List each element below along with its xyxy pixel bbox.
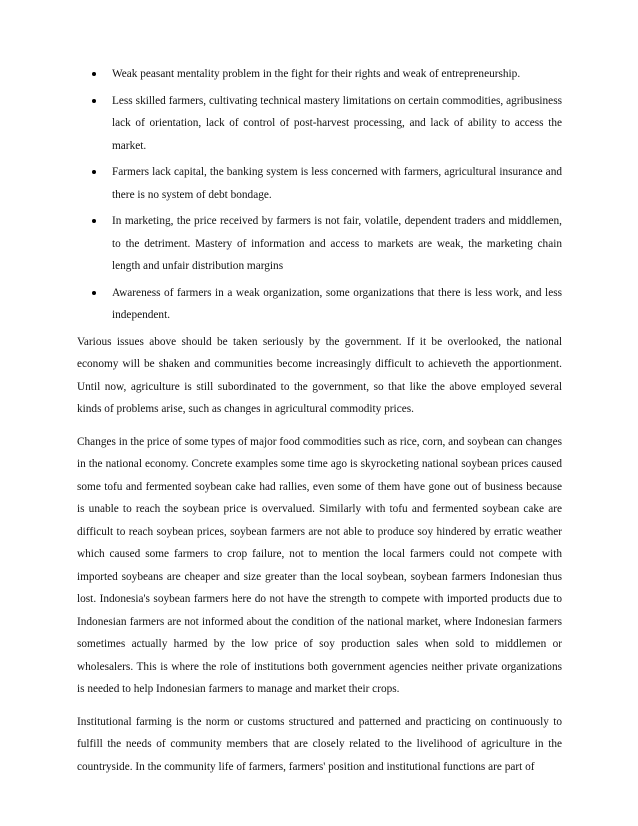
body-paragraph: Changes in the price of some types of major food commodities such as rice, corn, and soybean can changes in the national economy. Concrete examples some time ago is skyrocketing national soybean prices caused some tofu and fermented soybean cake had rallies, even some of them have gone out of business because is unable to reach the soybean price is overvalued. Similarly with tofu and fermented soybean cake are difficult to reach soybean prices, soybean farmers are not able to produce soy hindered by erratic weather which caused some farmers to crop failure, not to mention the local farmers could not compete with imported soybeans are cheaper and size greater than the local soybean, soybean farmers Indonesian thus lost. Indonesia's soybean farmers here do not have the strength to compete with imported products due to Indonesian farmers are not informed about the condition of the national market, where Indonesian farmers sometimes actually harmed by the low price of soy production sales when sold to middlemen or wholesalers. This is where the role of institutions both government agencies neither private organizations is needed to help Indonesian farmers to manage and market their crops. xyxy=(77,435,562,695)
document-page xyxy=(77,63,562,788)
bullet-list xyxy=(77,63,562,327)
bullet-item xyxy=(77,161,562,206)
bullet-icon xyxy=(92,72,96,76)
bullet-item xyxy=(77,282,562,327)
bullet-icon xyxy=(92,291,96,295)
bullet-item xyxy=(77,63,562,86)
body-paragraph: Various issues above should be taken seriously by the government. If it be overlooked, the national economy will be shaken and communities become increasingly difficult to achieveth the apportionment. Until now, agriculture is still subordinated to the government, so that like the above employed several kinds of problems arise, such as changes in agricultural commodity prices. xyxy=(77,335,562,415)
body-paragraph: Institutional farming is the norm or customs structured and patterned and practicing on continuously to fulfill the needs of community members that are closely related to the livelihood of agriculture in the countryside. In the community life of farmers, farmers' position and institutional functions are part of xyxy=(77,715,562,773)
bullet-icon xyxy=(92,170,96,174)
bullet-icon xyxy=(92,99,96,103)
bullet-item xyxy=(77,90,562,158)
bullet-item xyxy=(77,210,562,278)
bullet-text: Awareness of farmers in a weak organization, some organizations that there is less work, and less independent. xyxy=(112,286,562,321)
bullet-text: Weak peasant mentality problem in the fight for their rights and weak of entrepreneurship. xyxy=(112,68,521,80)
bullet-icon xyxy=(92,219,96,223)
bullet-text: Farmers lack capital, the banking system is less concerned with farmers, agricultural insurance and there is no system of debt bondage. xyxy=(112,166,562,201)
bullet-text: Less skilled farmers, cultivating technical mastery limitations on certain commodities, agribusiness lack of orientation, lack of control of post-harvest processing, and lack of ability to access the market. xyxy=(112,94,562,152)
bullet-text: In marketing, the price received by farmers is not fair, volatile, dependent traders and middlemen, to the detriment. Mastery of information and access to markets are weak, the marketing chain length and unfair distribution margins xyxy=(112,215,562,272)
